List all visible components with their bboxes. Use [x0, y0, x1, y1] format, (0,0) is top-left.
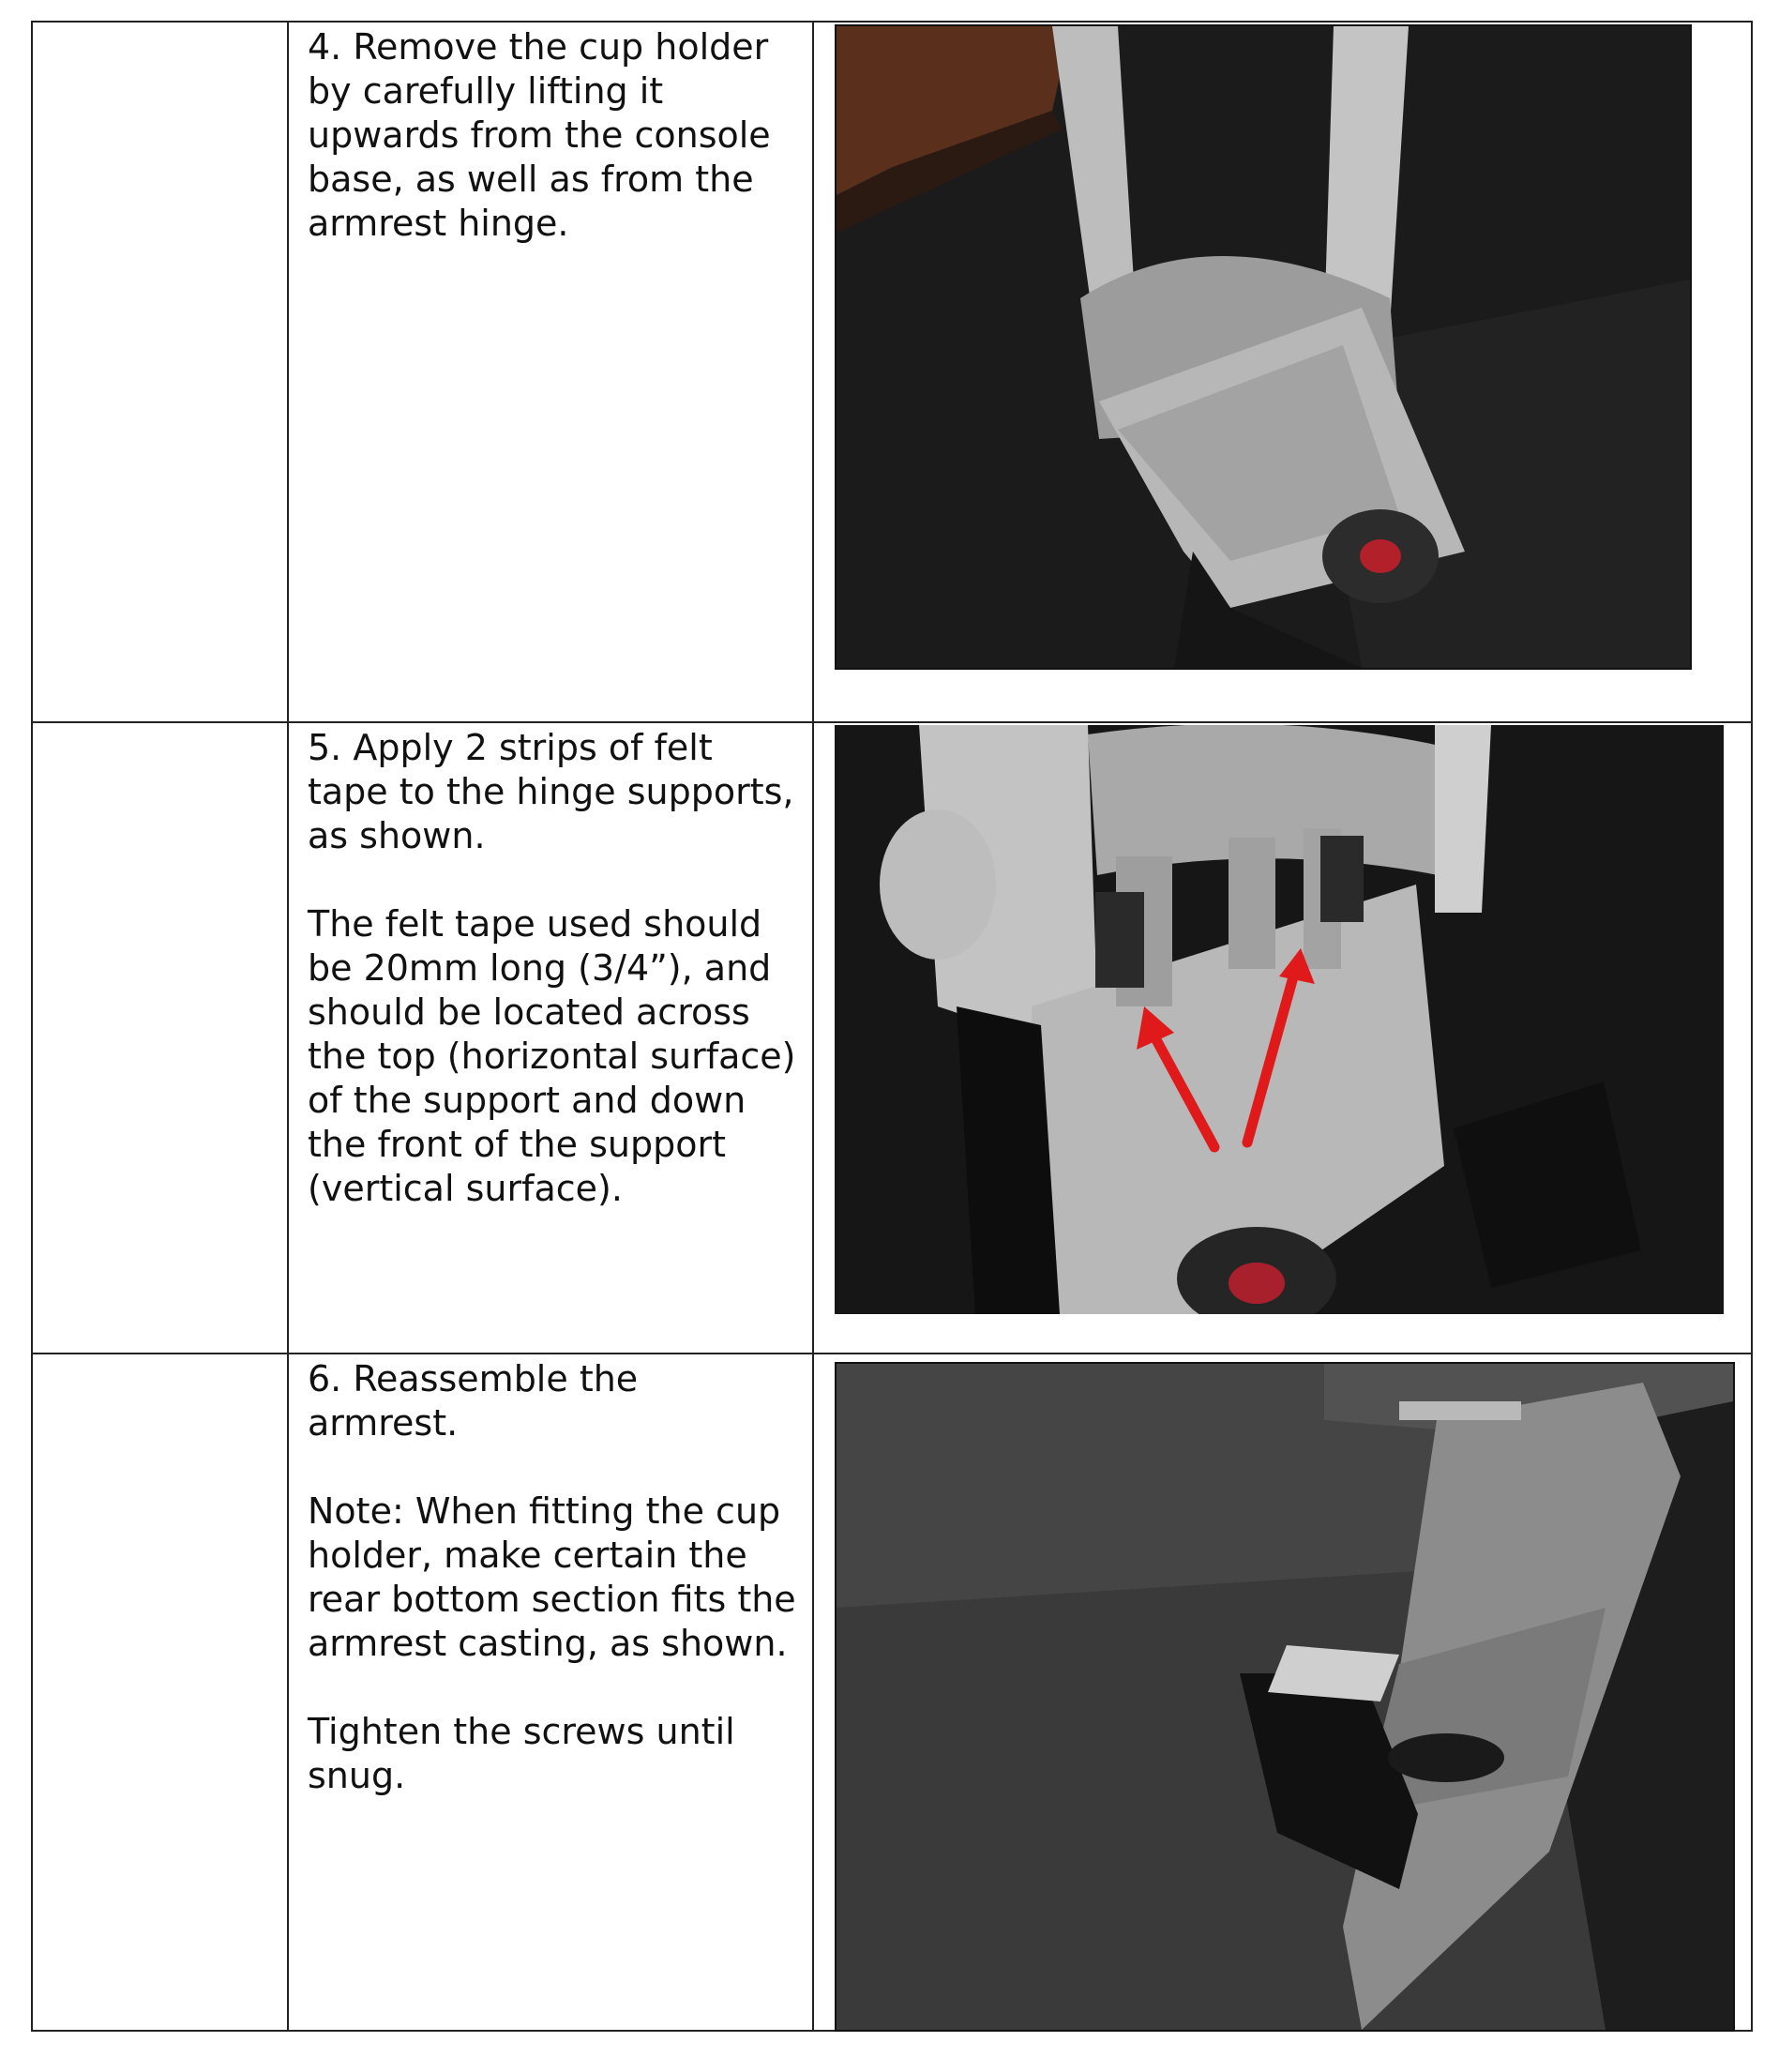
step-image-cell	[814, 23, 1751, 721]
tighten-screws-note: Tighten the screws until snug.	[308, 1711, 735, 1796]
step-image-cell	[814, 723, 1751, 1353]
blank-cell	[33, 723, 289, 1353]
step-5-instruction: 5. Apply 2 strips of felt tape to the hinge supports, as shown.	[308, 727, 794, 856]
blank-cell	[33, 1354, 289, 2032]
felt-tape-photo	[835, 725, 1724, 1314]
step-row-5	[33, 723, 1751, 1354]
armrest-casting-photo	[835, 1362, 1735, 2032]
step-text-cell	[289, 23, 814, 721]
step-row-6	[33, 1354, 1751, 2032]
step-4-instruction: 4. Remove the cup holder by carefully lifting it upwards from the console base, as well as from the armrest hinge.	[308, 26, 771, 244]
step-6-instruction: 6. Reassemble the armrest.	[308, 1358, 639, 1444]
step-image-cell	[814, 1354, 1751, 2032]
step-row-4	[33, 23, 1751, 723]
blank-cell	[33, 23, 289, 721]
fitting-note: Note: When fitting the cup holder, make certain the rear bottom section fits the armrest casting, as shown.	[308, 1490, 796, 1664]
step-text-cell	[289, 1354, 814, 2032]
cup-holder-removal-photo	[835, 24, 1692, 670]
instruction-table	[31, 21, 1753, 2032]
step-text-cell	[289, 723, 814, 1353]
felt-tape-details: The felt tape used should be 20mm long (3/4”), and should be located across the top (horizontal surface) of the support and down the front of the support (vertical surface).	[308, 903, 796, 1209]
